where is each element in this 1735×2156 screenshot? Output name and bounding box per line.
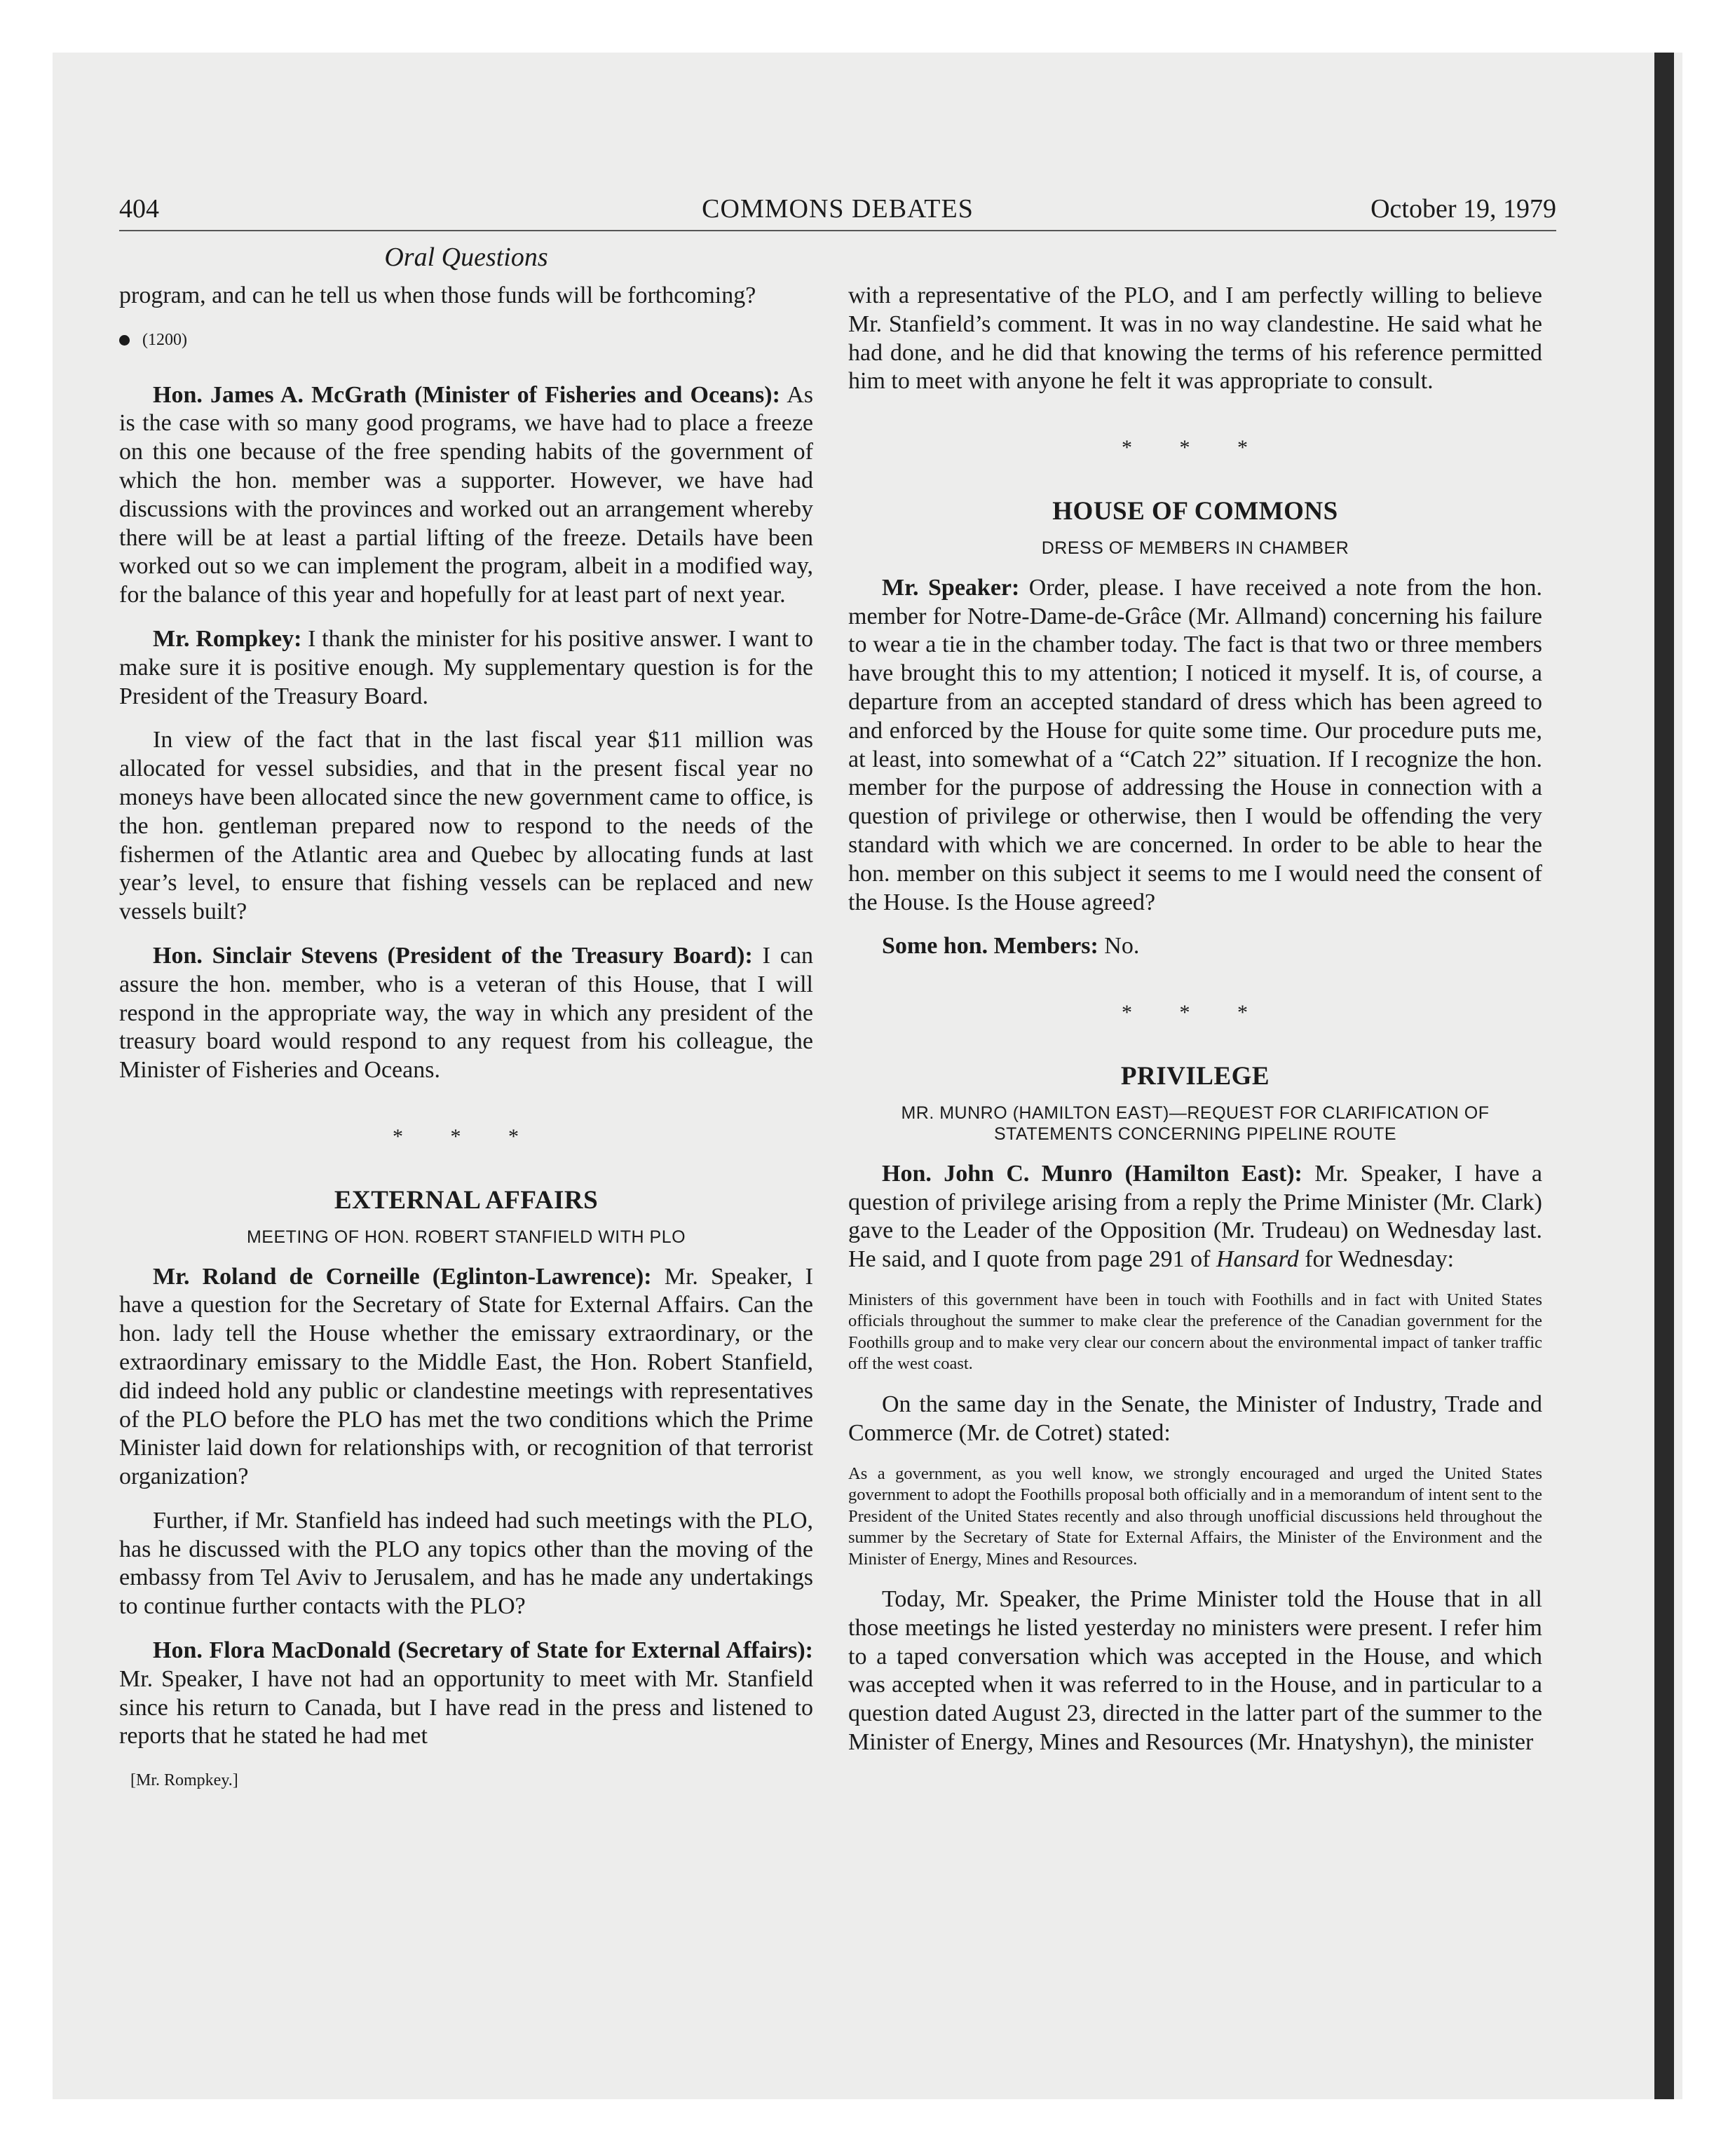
speaker-name: Mr. Speaker: [882,574,1020,601]
paragraph [848,932,1542,961]
bullet-icon [119,335,130,346]
section-heading: EXTERNAL AFFAIRS [334,1185,599,1215]
scan-edge-bar [1654,53,1674,2099]
left-column [119,282,813,1795]
speaker-name: Mr. Rompkey: [153,625,302,652]
paragraph: In view of the fact that in the last fiscal year $11 million was allocated for vessel subsidies, and that in the present fiscal year no moneys have been allocated since the new government came to office, is the hon. gentleman prepared now to respond to the needs of the fishermen of the Atlantic area and Quebec by allocating funds at last year’s level, to ensure that fishing vessels can be replaced and new vessels built? [119,727,813,925]
speaker-name: Hon. John C. Munro (Hamilton East): [882,1160,1302,1187]
section-separator: * * * [1122,436,1269,460]
speaker-name: Hon. James A. McGrath (Minister of Fisheries and Oceans): [153,381,780,408]
time-marker-label: (1200) [142,330,187,349]
speech-text: Mr. Speaker, I have a question for the Secretary of State for External Affairs. Can the hon. lady tell the House whether the emissary extraordinary, or the extraordinary emissary to the Middle East, the Hon. Robert Stanfield, did indeed hold any public or clandestine meetings with representatives of the PLO before the PLO has met the two conditions which the Prime Minister laid down for relationships with, or recognition of that terrorist organization? [119,1263,813,1490]
section-separator: * * * [393,1124,540,1148]
speech-text: Order, please. I have received a note from the hon. member for Notre-Dame-de-Grâce (Mr. Allmand) concerning his failure to wear a tie in the chamber today. The fact is that two or three members have brought this to my attention; I noticed it myself. It is, of course, a departure from an accepted standard of dress which has been agreed to and enforced by the House for quite some time. Our procedure puts me, at least, into somewhat of a “Catch 22” situation. If I recognize the hon. member for the purpose of addressing the House in connection with a question of privilege or otherwise, then I would be offending the very standard with which we are concerned. In order to be able to hear the hon. member on this subject it seems to me I would need the consent of the House. Is the House agreed? [848,574,1542,915]
paragraph: Today, Mr. Speaker, the Prime Minister told the House that in all those meetings he listed yesterday no ministers were present. I refer him to a taped conversation which was accepted in the House, and which was accepted when it was referred to in the House, and in particular to a question dated August 23, directed in the latter part of the summer to the Minister of Energy, Mines and Resources (Mr. Hnatyshyn), the minister [848,1586,1542,1755]
speaker-name: Mr. Roland de Corneille (Eglinton-Lawrence): [153,1263,652,1290]
speaker-name: Hon. Sinclair Stevens (President of the Treasury Board): [153,942,753,969]
speech-text: I can assure the hon. member, who is a veteran of this House, that I will respond in the appropriate way, the way in which any president of the treasury board would respond to any request from his colleague, the Minister of Fisheries and Oceans. [119,942,813,1084]
speaker-name: Hon. Flora MacDonald (Secretary of State for External Affairs): [153,1637,813,1664]
publication-title: Hansard [1216,1246,1299,1273]
speech-text: As is the case with so many good programs, we have had to place a freeze on this one because of the free spending habits of the government of which the hon. member was a supporter. However, we have had discussions with the provinces and worked out an arrangement whereby there will be at least a partial lifting of the freeze. Details have been worked out so we can implement the program, albeit in a modified way, for the balance of this year and hopefully for at least part of next year. [119,381,813,608]
speaker-name: Some hon. Members: [882,933,1098,960]
paragraph: with a representative of the PLO, and I am perfectly willing to believe Mr. Stanfield’s comment. It was in no way clandestine. He said what he had done, and he did that knowing the terms of his reference permitted him to meet with anyone he felt it was appropriate to consult. [848,282,1542,395]
speech-text: I thank the minister for his positive answer. I want to make sure it is positive enough. My supplementary question is for the President of the Treasury Board. [119,625,813,709]
right-column [848,282,1542,1773]
section-subheading: DRESS OF MEMBERS IN CHAMBER [1041,538,1349,558]
paragraph [848,1160,1542,1274]
section-subheading: MEETING OF HON. ROBERT STANFIELD WITH PLO [246,1227,686,1247]
section-heading: HOUSE OF COMMONS [1052,496,1338,526]
section-heading: PRIVILEGE [1120,1061,1270,1091]
paragraph [848,574,1542,917]
paragraph [119,381,813,610]
paragraph: program, and can he tell us when those funds will be forthcoming? [119,282,756,308]
speech-text: Mr. Speaker, I have not had an opportunity to meet with Mr. Stanfield since his return to Canada, but I have read in the press and listened to reports that he stated he had met [119,1665,813,1749]
page-number: 404 [119,194,159,224]
speech-text: No. [1098,933,1140,960]
journal-title: COMMONS DEBATES [702,194,974,224]
speech-text: for Wednesday: [1298,1246,1455,1273]
paragraph [119,1263,813,1492]
paragraph [119,1637,813,1751]
issue-date: October 19, 1979 [1370,194,1556,224]
block-quote: As a government, as you well know, we strongly encouraged and urged the United States government to adopt the Foothills proposal both officially and in a memorandum of intent sent to the President of the United States recently and also through unofficial discussions held throughout the summer by the Secretary of State for External Affairs, the Minister of the Environment and the Minister of Energy, Mines and Resources. [848,1464,1542,1569]
running-head: Oral Questions [384,243,548,272]
speech-text: Mr. Speaker, I have a question of privilege arising from a reply the Prime Minister (Mr. Clark) gave to the Leader of the Opposition (Mr. Trudeau) on Wednesday last. He said, and I quote from page 291 of [848,1160,1542,1273]
paragraph: Further, if Mr. Stanfield has indeed had such meetings with the PLO, has he discussed with the PLO any topics other than the moving of the embassy from Tel Aviv to Jerusalem, and has he made any undertakings to continue further contacts with the PLO? [119,1507,813,1620]
paragraph [119,625,813,711]
paragraph: On the same day in the Senate, the Minister of Industry, Trade and Commerce (Mr. de Cotret) stated: [848,1391,1542,1446]
section-separator: * * * [1122,1001,1269,1025]
footnote: [Mr. Rompkey.] [130,1771,238,1790]
block-quote: Ministers of this government have been in touch with Foothills and in fact with United States officials throughout the summer to make clear the preference of the Canadian government for the Foothills group and to make very clear our concern about the environmental impact of tanker traffic off the west coast. [848,1290,1542,1374]
paragraph [119,942,813,1085]
page-header [119,188,1556,231]
section-subheading: MR. MUNRO (HAMILTON EAST)—REQUEST FOR CLARIFICATION OF STATEMENTS CONCERNING PIPELINE ROUTE [901,1103,1490,1144]
time-marker [119,326,813,355]
